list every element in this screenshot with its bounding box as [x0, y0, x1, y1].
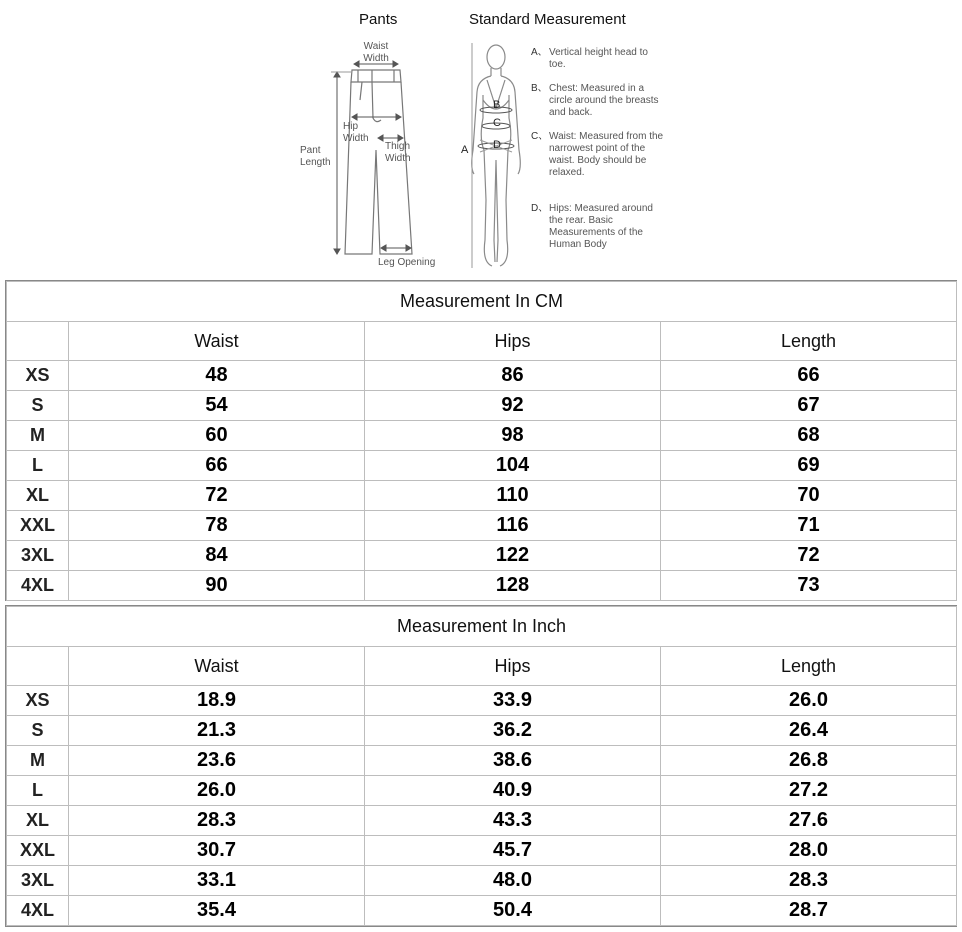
length-value: 26.0	[661, 686, 957, 716]
size-label: L	[7, 776, 69, 806]
hips-value: 45.7	[365, 836, 661, 866]
cm-header-size	[7, 322, 69, 361]
table-row	[7, 686, 957, 716]
size-label: S	[7, 716, 69, 746]
waist-value: 78	[69, 511, 365, 541]
size-label: XS	[7, 686, 69, 716]
measurement-diagram	[0, 0, 962, 278]
note-d	[531, 203, 667, 251]
inch-header-size	[7, 647, 69, 686]
waist-value: 90	[69, 571, 365, 601]
length-value: 26.8	[661, 746, 957, 776]
note-a	[531, 47, 667, 71]
marker-c: C	[493, 117, 501, 129]
table-row	[7, 451, 957, 481]
note-b-text: Chest: Measured in a circle around the breasts and back.	[549, 83, 659, 118]
note-d-key: D、	[531, 203, 549, 214]
table-row	[7, 541, 957, 571]
size-label: XS	[7, 361, 69, 391]
waist-value: 72	[69, 481, 365, 511]
length-value: 27.2	[661, 776, 957, 806]
length-value: 69	[661, 451, 957, 481]
cm-header-waist: Waist	[69, 322, 365, 361]
length-value: 70	[661, 481, 957, 511]
note-a-text: Vertical height head to toe.	[549, 47, 648, 70]
hips-value: 33.9	[365, 686, 661, 716]
waist-value: 23.6	[69, 746, 365, 776]
length-value: 28.7	[661, 896, 957, 926]
marker-a: A	[461, 144, 469, 156]
size-label: 4XL	[7, 571, 69, 601]
note-c-text: Waist: Measured from the narrowest point of the waist. Body should be relaxed.	[549, 131, 664, 178]
table-row	[7, 481, 957, 511]
hips-value: 43.3	[365, 806, 661, 836]
cm-header-hips: Hips	[365, 322, 661, 361]
hips-value: 38.6	[365, 746, 661, 776]
waist-width-label	[362, 41, 390, 65]
waist-value: 35.4	[69, 896, 365, 926]
hips-value: 122	[365, 541, 661, 571]
size-label: 3XL	[7, 541, 69, 571]
pants-title: Pants	[359, 11, 398, 28]
cm-header-length: Length	[661, 322, 957, 361]
size-label: 4XL	[7, 896, 69, 926]
cm-size-table	[6, 281, 957, 601]
table-row	[7, 746, 957, 776]
length-value: 73	[661, 571, 957, 601]
size-label: XL	[7, 806, 69, 836]
waist-value: 66	[69, 451, 365, 481]
waist-value: 28.3	[69, 806, 365, 836]
note-b	[531, 83, 667, 119]
hips-value: 92	[365, 391, 661, 421]
pant-length-label-line2: Length	[300, 157, 331, 168]
size-label: XXL	[7, 836, 69, 866]
hips-value: 110	[365, 481, 661, 511]
table-row	[7, 571, 957, 601]
note-d-text: Hips: Measured around the rear. Basic Measurements of the Human Body	[549, 203, 653, 250]
hip-width-label	[343, 121, 369, 145]
length-value: 68	[661, 421, 957, 451]
hips-value: 36.2	[365, 716, 661, 746]
inch-table-caption: Measurement In Inch	[7, 607, 957, 647]
pant-length-label	[300, 145, 331, 169]
table-row	[7, 511, 957, 541]
hips-value: 50.4	[365, 896, 661, 926]
leg-opening-label: Leg Opening	[378, 257, 436, 268]
table-row	[7, 866, 957, 896]
waist-value: 26.0	[69, 776, 365, 806]
size-label: M	[7, 746, 69, 776]
size-label: M	[7, 421, 69, 451]
length-value: 28.0	[661, 836, 957, 866]
waist-value: 33.1	[69, 866, 365, 896]
size-label: 3XL	[7, 866, 69, 896]
length-value: 71	[661, 511, 957, 541]
hips-value: 40.9	[365, 776, 661, 806]
length-value: 27.6	[661, 806, 957, 836]
length-value: 72	[661, 541, 957, 571]
table-row	[7, 361, 957, 391]
hips-value: 48.0	[365, 866, 661, 896]
waist-value: 21.3	[69, 716, 365, 746]
inch-header-hips: Hips	[365, 647, 661, 686]
hips-value: 104	[365, 451, 661, 481]
waist-value: 84	[69, 541, 365, 571]
table-row	[7, 421, 957, 451]
table-row	[7, 776, 957, 806]
size-label: XL	[7, 481, 69, 511]
hip-width-label-line1: Hip	[343, 121, 359, 132]
inch-table-body	[7, 607, 957, 926]
inch-header-waist: Waist	[69, 647, 365, 686]
hips-value: 86	[365, 361, 661, 391]
hips-value: 116	[365, 511, 661, 541]
size-label: S	[7, 391, 69, 421]
thigh-width-label	[385, 141, 411, 165]
table-row	[7, 716, 957, 746]
standard-measurement-title: Standard Measurement	[469, 11, 626, 28]
marker-b: B	[493, 99, 501, 111]
hip-width-label-line2: Width	[343, 133, 369, 144]
size-label: L	[7, 451, 69, 481]
length-value: 67	[661, 391, 957, 421]
waist-value: 48	[69, 361, 365, 391]
note-a-key: A、	[531, 47, 548, 58]
inch-header-length: Length	[661, 647, 957, 686]
waist-width-label-line2: Width	[363, 53, 389, 64]
marker-d: D	[493, 139, 501, 151]
waist-value: 60	[69, 421, 365, 451]
thigh-width-label-line2: Width	[385, 153, 411, 164]
waist-value: 18.9	[69, 686, 365, 716]
waist-width-label-line1: Waist	[363, 41, 389, 52]
note-b-key: B、	[531, 83, 548, 94]
waist-value: 30.7	[69, 836, 365, 866]
cm-table-caption: Measurement In CM	[7, 282, 957, 322]
size-label: XXL	[7, 511, 69, 541]
length-value: 28.3	[661, 866, 957, 896]
hips-value: 128	[365, 571, 661, 601]
table-row	[7, 896, 957, 926]
note-c-key: C、	[531, 131, 549, 142]
cm-table-body	[7, 282, 957, 601]
note-c	[531, 131, 667, 179]
inch-size-table	[6, 606, 957, 926]
waist-value: 54	[69, 391, 365, 421]
length-value: 26.4	[661, 716, 957, 746]
pants-illustration	[0, 0, 962, 278]
table-row	[7, 836, 957, 866]
table-row	[7, 391, 957, 421]
length-value: 66	[661, 361, 957, 391]
hips-value: 98	[365, 421, 661, 451]
thigh-width-label-line1: Thigh	[385, 141, 411, 152]
table-row	[7, 806, 957, 836]
pant-length-label-line1: Pant	[300, 145, 321, 156]
